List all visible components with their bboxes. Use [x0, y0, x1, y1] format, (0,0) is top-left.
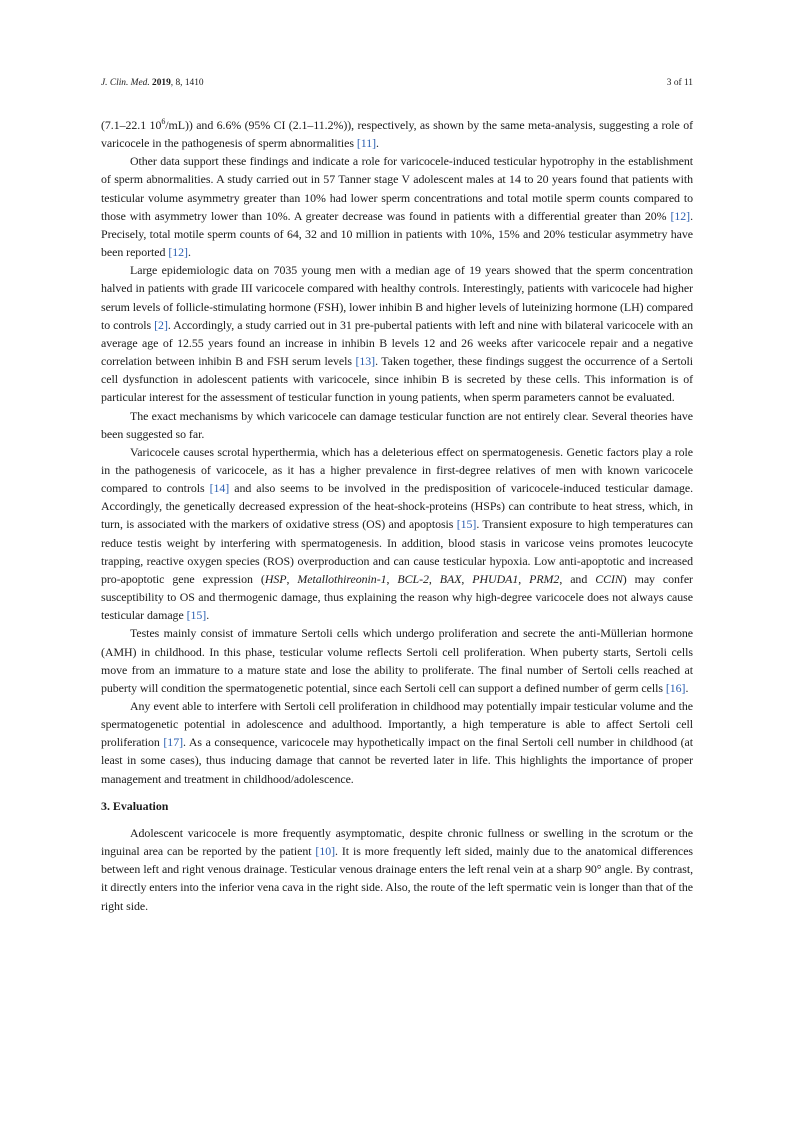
text-run: . Transient exposure to high temperatures can reduce testis weight by interfering with spermatogenesis. In addition, blood stasis in varicose veins promotes leucocyte trapping, reactive oxygen species (ROS) overproduction and can cause testicular hypoxia. Low anti-apoptotic and increased pro-apoptotic gene expression ( — [101, 517, 693, 586]
gene-name: PHUDA1 — [472, 571, 519, 586]
citation-link[interactable]: [17] — [163, 735, 184, 750]
text-run: , — [386, 571, 398, 586]
gene-name: PRM2 — [529, 571, 560, 586]
paragraph-3 — [101, 261, 693, 406]
citation-link[interactable]: [15] — [456, 517, 477, 532]
text-run: , — [286, 571, 298, 586]
gene-name: BAX — [439, 571, 462, 586]
text-run: , — [461, 571, 473, 586]
running-head — [101, 76, 693, 90]
text-run: Any event able to interfere with Sertoli cell proliferation in childhood may potentially impair testicular volume and the spermatogenetic potential in adolescence and adulthood. Importantly, a high temperature is able to affect Sertoli cell proliferation — [101, 699, 693, 750]
text-run: /mL)) and 6.6% (95% CI (2.1–11.2%)), respectively, as shown by the same meta-analysis, suggesting a role of varicocele in the pathogenesis of sperm abnormalities — [101, 118, 694, 151]
text-run: Testes mainly consist of immature Sertoli cells which undergo proliferation and secrete the anti-Müllerian hormone (AMH) in childhood. In this phase, testicular volume reflects Sertoli cell proliferation. When puberty starts, Sertoli cells move from an immature to a mature state and lose the ability to proliferate. The final number of Sertoli cells reached at puberty will condition the spermatogenetic potential, since each Sertoli cell can support a defined number of germ cells — [101, 626, 693, 695]
gene-name: Metallothireonin-1 — [297, 571, 387, 586]
text-run: . Taken together, these findings suggest the occurrence of a Sertoli cell dysfunction in adolescent patients with varicocele, since inhibin B is secreted by these cells. This information is of particular interest for the assessment of testicular function in young patients, when sperm parameters cannot be evaluated. — [101, 354, 694, 405]
citation-link[interactable]: [12] — [168, 245, 188, 260]
citation-link[interactable]: [14] — [209, 481, 230, 496]
text-run: . As a consequence, varicocele may hypothetically impact on the final Sertoli cell number in childhood (at least in some cases), thus inducing damage that cannot be reverted later in life. This highlights the importance of proper management and treatment in childhood/adolescence. — [101, 735, 694, 786]
superscript: 6 — [161, 117, 166, 127]
text-run: (7.1–22.1 10 — [101, 118, 162, 132]
gene-name: CCIN — [595, 571, 623, 586]
text-run: . Precisely, total motile sperm counts of 64, 32 and 10 million in patients with 10%, 15% and 20% testicular asymmetry have been reported — [101, 208, 693, 260]
citation-link[interactable]: [13] — [355, 354, 376, 369]
section-heading: 3. Evaluation — [101, 798, 169, 813]
text-run: and also seems to be involved in the predisposition of varicocele-induced testicular damage. Accordingly, the genetically decreased expression of the heat-shock-proteins (HSPs) can contribute to heat stress, which, in turn, is associated with the markers of oxidative stress (OS) and apoptosis — [101, 481, 693, 532]
journal-year: 2019 — [152, 78, 171, 88]
gene-name: HSP — [264, 571, 287, 586]
text-run: . It is more frequently left sided, mainly due to the anatomical differences between left and right venous drainage. Testicular venous drainage enters the left renal vein at a sharp 90° angle. By contrast, it directly enters into the inferior vena cava in the right side. Also, the route of the left spermatic vein is longer than that of the right side. — [101, 844, 693, 913]
citation-link[interactable]: [15] — [186, 608, 207, 623]
journal-name: J. Clin. Med. — [101, 78, 150, 88]
journal-volume: , 8, 1410 — [170, 78, 204, 88]
citation-link[interactable]: [16] — [665, 680, 686, 695]
paragraph-6 — [101, 624, 693, 697]
text-run: , — [518, 571, 530, 586]
text-run: Varicocele causes scrotal hyperthermia, which has a deleterious effect on spermatogenesis. Genetic factors play a role in the pathogenesis of varicocele, as it has a higher prevalence in first-degree relatives of men with known varicocele compared to controls — [101, 444, 693, 496]
citation-link[interactable]: [2] — [154, 317, 168, 332]
page-number: 3 of 11 — [666, 78, 693, 88]
paragraph-5 — [101, 443, 693, 625]
citation-link[interactable]: [11] — [356, 136, 377, 151]
text-run: . — [376, 136, 379, 151]
paragraph-2 — [101, 152, 693, 261]
text-run: . — [685, 680, 689, 695]
text-run: Other data support these findings and indicate a role for varicocele-induced testicular hypotrophy in the establishment of sperm abnormalities. A study carried out in 57 Tanner stage V adolescent males at 14 to 20 years found that patients with testicular volume asymmetry greater than 10% had lower sperm concentrations and total motile sperm counts compared to those with asymmetry lower than 10%. A greater decrease was found in patients with a differential greater than 20% — [101, 154, 693, 223]
text-run: . Accordingly, a study carried out in 31 pre-pubertal patients with left and nine with bilateral varicocele with an average age of 12.55 years found an increase in inhibin B levels 12 and 26 weeks after varicocele repair and a negative correlation between inhibin B and FSH serum levels — [101, 317, 693, 369]
text-run: , — [428, 571, 440, 586]
text-run: Adolescent varicocele is more frequently asymptomatic, despite chronic fullness or swelling in the scrotum or the inguinal area can be reported by the patient — [101, 825, 693, 859]
paragraph-4: The exact mechanisms by which varicocele can damage testicular function are not entirely clear. Several theories have been suggested so far. — [101, 408, 693, 441]
paragraph-7 — [101, 697, 693, 788]
text-run: . — [187, 245, 191, 260]
text-run: , and — [559, 571, 596, 586]
citation-link[interactable]: [12] — [670, 208, 691, 223]
journal-citation — [101, 76, 204, 90]
section-paragraph-1 — [101, 824, 693, 915]
body-text — [101, 116, 693, 915]
text-run: . — [206, 608, 210, 623]
text-run: Large epidemiologic data on 7035 young men with a median age of 19 years showed that the sperm concentration halved in patients with grade III varicocele compared with healthy controls. Interestingly, patients with varicocele had higher serum levels of follicle-stimulating hormone (FSH), lower inhibin B and higher levels of luteinizing hormone (LH) compared to controls — [101, 263, 693, 332]
text-run: ) may confer susceptibility to OS and thermogenic damage, thus explaining the reason why high-degree varicocele does not always cause testicular damage — [101, 571, 693, 623]
paragraph-1 — [101, 116, 693, 152]
gene-name: BCL-2 — [397, 571, 429, 586]
citation-link[interactable]: [10] — [315, 844, 336, 859]
